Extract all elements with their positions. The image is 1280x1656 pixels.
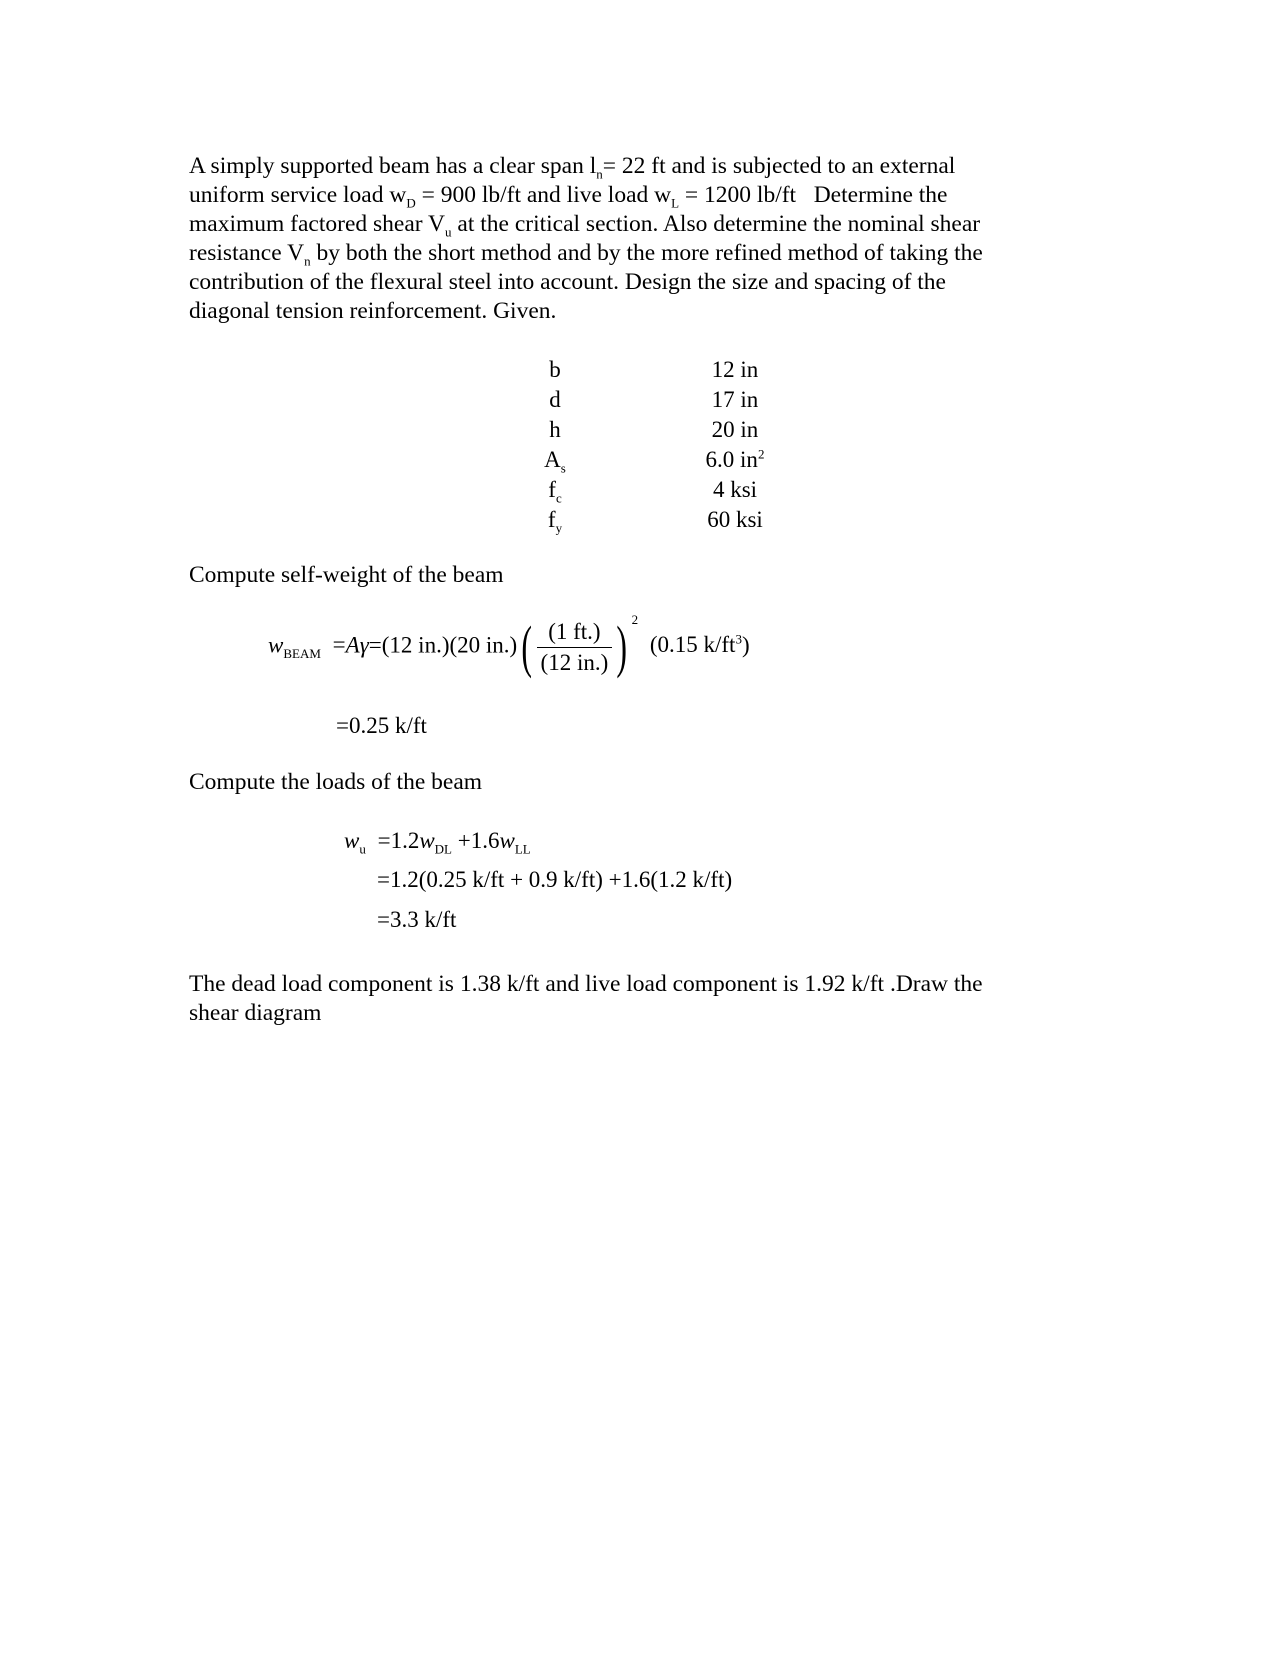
factored-load-equation-line-3: =3.3 k/ft	[377, 907, 457, 932]
equation-symbol: A	[345, 632, 360, 658]
factored-load-equation-line-2: =1.2(0.25 k/ft + 0.9 k/ft) +1.6(1.2 k/ft)	[377, 867, 733, 892]
factored-load-equation-line-1	[344, 828, 531, 857]
given-value: 20 in	[711, 417, 759, 442]
subscript: u	[445, 224, 452, 240]
problem-line-2	[189, 181, 1069, 210]
given-values-table	[520, 355, 790, 535]
given-symbol: h	[549, 417, 561, 442]
given-value: 4 ksi	[712, 477, 758, 502]
closing-line-1: The dead load component is 1.38 k/ft and live load component is 1.92 k/ft .Draw the	[189, 971, 983, 997]
equation-term: (20 in.)	[449, 632, 518, 658]
subscript: L	[671, 195, 680, 211]
given-symbol: $A_s$	[544, 447, 566, 476]
equation-symbol: w	[499, 828, 515, 853]
given-value: 12 in	[711, 357, 759, 382]
unit-fraction	[537, 619, 613, 676]
equation-symbol: w	[268, 632, 284, 658]
subscript: u	[359, 841, 366, 857]
equation-symbol: γ	[359, 632, 369, 658]
equals-sign: =	[368, 632, 382, 658]
text: A simply supported beam has a clear span l	[189, 153, 597, 179]
problem-line-4	[189, 239, 1069, 268]
given-row	[520, 385, 790, 415]
subscript: D	[406, 195, 416, 211]
problem-line-3	[189, 210, 1069, 239]
left-paren: (	[521, 614, 533, 679]
text: resistance V	[189, 240, 305, 266]
self-weight-result: =0.25 k/ft	[336, 713, 427, 738]
problem-statement	[189, 152, 1069, 326]
superscript: 3	[735, 631, 742, 647]
subscript: LL	[514, 841, 531, 857]
text: = 22 ft and is subjected to an external	[602, 153, 956, 179]
text: maximum factored shear V	[189, 211, 446, 237]
fraction-denominator: (12 in.)	[540, 649, 609, 675]
subscript: n	[304, 253, 311, 269]
given-row	[520, 505, 790, 535]
given-row	[520, 415, 790, 445]
problem-line-5: contribution of the flexural steel into account. Design the size and spacing of the	[189, 269, 946, 295]
closing-paragraph	[189, 970, 1069, 1028]
right-paren: )	[616, 614, 628, 679]
given-value: 6.0 $in^2$	[705, 446, 765, 472]
exponent: 2	[631, 611, 639, 627]
text: by both the short method and by the more refined method of taking the	[310, 240, 983, 266]
closing-line-2: shear diagram	[189, 1000, 322, 1026]
equation-symbol: w	[344, 828, 360, 853]
given-row	[520, 355, 790, 385]
equation-term: (0.15 k/ft	[649, 632, 736, 658]
equals-sign: =	[332, 632, 346, 658]
equation-term: (12 in.)	[381, 632, 450, 658]
given-symbol: d	[549, 387, 561, 412]
equation-term: +1.6	[452, 828, 500, 853]
subscript: DL	[434, 841, 453, 857]
fraction-numerator: (1 ft.)	[537, 619, 613, 648]
given-row	[520, 445, 790, 475]
section-heading-self-weight: Compute self-weight of the beam	[189, 562, 504, 588]
subscript: n	[596, 166, 603, 182]
given-value: 17 in	[711, 387, 759, 412]
given-row	[520, 475, 790, 505]
problem-line-6: diagonal tension reinforcement. Given.	[189, 298, 557, 324]
equation-term: =1.2	[377, 828, 420, 853]
section-heading-loads: Compute the loads of the beam	[189, 769, 483, 795]
subscript: BEAM	[283, 645, 321, 661]
equation-symbol: w	[419, 828, 435, 853]
equation-term: )	[741, 632, 750, 658]
self-weight-equation	[268, 611, 750, 679]
text: = 1200 lb/ft Determine the	[679, 182, 948, 208]
problem-line-1	[189, 152, 1069, 181]
given-symbol: $f_c$	[548, 477, 562, 506]
text: = 900 lb/ft and live load w	[415, 182, 672, 208]
text: uniform service load w	[189, 182, 407, 208]
text: at the critical section. Also determine the nominal shear	[451, 211, 981, 237]
given-symbol: b	[549, 357, 561, 382]
given-value: 60 ksi	[707, 507, 763, 532]
given-symbol: $f_y$	[547, 507, 563, 536]
